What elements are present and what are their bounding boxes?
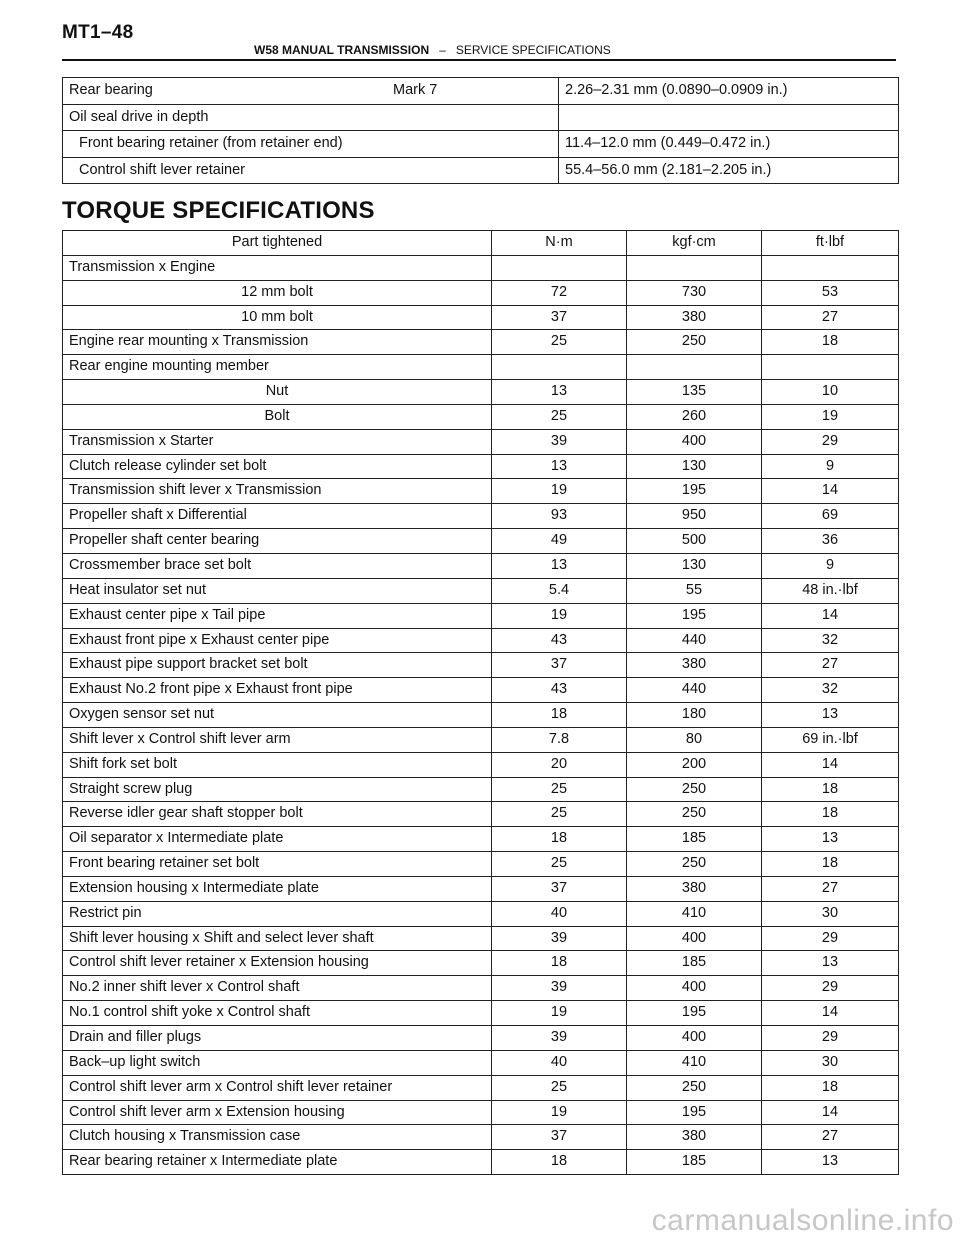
torque-kgfcm: 380 xyxy=(627,305,762,330)
torque-ftlbf: 29 xyxy=(762,926,899,951)
torque-ftlbf: 27 xyxy=(762,305,899,330)
part-name: Engine rear mounting x Transmission xyxy=(63,330,492,355)
subsection-name: SERVICE SPECIFICATIONS xyxy=(455,43,611,57)
torque-ftlbf: 27 xyxy=(762,1125,899,1150)
torque-nm: 25 xyxy=(492,852,627,877)
part-name: Clutch release cylinder set bolt xyxy=(63,454,492,479)
torque-ftlbf: 30 xyxy=(762,901,899,926)
torque-nm: 39 xyxy=(492,429,627,454)
torque-kgfcm: 250 xyxy=(627,777,762,802)
table-row xyxy=(63,1001,899,1026)
torque-ftlbf: 18 xyxy=(762,852,899,877)
torque-kgfcm: 400 xyxy=(627,926,762,951)
torque-kgfcm: 260 xyxy=(627,404,762,429)
table-row xyxy=(63,504,899,529)
spec-label: Front bearing retainer (from retainer end) xyxy=(63,131,559,158)
table-row xyxy=(63,628,899,653)
torque-kgfcm: 185 xyxy=(627,827,762,852)
torque-kgfcm: 250 xyxy=(627,1075,762,1100)
table-row xyxy=(63,355,899,380)
torque-nm: 19 xyxy=(492,1100,627,1125)
part-name: Control shift lever arm x Extension housing xyxy=(63,1100,492,1125)
torque-nm xyxy=(492,355,627,380)
torque-ftlbf: 29 xyxy=(762,976,899,1001)
torque-nm: 49 xyxy=(492,529,627,554)
part-name: Transmission x Starter xyxy=(63,429,492,454)
part-name: Transmission x Engine xyxy=(63,255,492,280)
part-name: Shift fork set bolt xyxy=(63,752,492,777)
table-row xyxy=(63,104,899,131)
table-row xyxy=(63,852,899,877)
part-name: Control shift lever retainer x Extension housing xyxy=(63,951,492,976)
torque-nm: 18 xyxy=(492,1150,627,1175)
torque-nm: 20 xyxy=(492,752,627,777)
torque-nm: 25 xyxy=(492,1075,627,1100)
torque-kgfcm: 200 xyxy=(627,752,762,777)
table-row xyxy=(63,752,899,777)
rear-bearing-label: Rear bearing xyxy=(69,82,153,98)
running-head-separator: – xyxy=(439,43,446,57)
torque-nm: 72 xyxy=(492,280,627,305)
torque-ftlbf: 69 in.·lbf xyxy=(762,727,899,752)
spec-label: Control shift lever retainer xyxy=(63,157,559,184)
torque-kgfcm: 180 xyxy=(627,703,762,728)
table-row xyxy=(63,305,899,330)
torque-ftlbf: 29 xyxy=(762,429,899,454)
part-name: Shift lever x Control shift lever arm xyxy=(63,727,492,752)
part-name: Transmission shift lever x Transmission xyxy=(63,479,492,504)
table-row xyxy=(63,1026,899,1051)
table-header-row xyxy=(63,231,899,256)
torque-ftlbf xyxy=(762,355,899,380)
part-name: Drain and filler plugs xyxy=(63,1026,492,1051)
torque-kgfcm: 185 xyxy=(627,1150,762,1175)
torque-kgfcm: 195 xyxy=(627,603,762,628)
torque-nm: 25 xyxy=(492,802,627,827)
torque-ftlbf: 10 xyxy=(762,380,899,405)
torque-nm: 18 xyxy=(492,951,627,976)
torque-table-body xyxy=(63,255,899,1174)
table-row xyxy=(63,479,899,504)
torque-ftlbf: 13 xyxy=(762,951,899,976)
torque-ftlbf: 14 xyxy=(762,603,899,628)
torque-ftlbf: 30 xyxy=(762,1050,899,1075)
torque-nm: 25 xyxy=(492,404,627,429)
table-row xyxy=(63,678,899,703)
table-row xyxy=(63,703,899,728)
spec-value: 2.26–2.31 mm (0.0890–0.0909 in.) xyxy=(559,78,899,105)
torque-nm: 40 xyxy=(492,1050,627,1075)
torque-ftlbf: 14 xyxy=(762,1100,899,1125)
part-name: No.1 control shift yoke x Control shaft xyxy=(63,1001,492,1026)
torque-kgfcm: 500 xyxy=(627,529,762,554)
torque-ftlbf: 9 xyxy=(762,553,899,578)
table-row xyxy=(63,1075,899,1100)
table-row xyxy=(63,901,899,926)
part-name: Propeller shaft x Differential xyxy=(63,504,492,529)
torque-ftlbf: 19 xyxy=(762,404,899,429)
torque-kgfcm: 950 xyxy=(627,504,762,529)
torque-kgfcm xyxy=(627,355,762,380)
part-name: Control shift lever arm x Control shift lever retainer xyxy=(63,1075,492,1100)
torque-kgfcm: 440 xyxy=(627,678,762,703)
torque-kgfcm: 400 xyxy=(627,429,762,454)
spec-value: 11.4–12.0 mm (0.449–0.472 in.) xyxy=(559,131,899,158)
part-name: Exhaust pipe support bracket set bolt xyxy=(63,653,492,678)
torque-kgfcm: 250 xyxy=(627,852,762,877)
spec-value: 55.4–56.0 mm (2.181–2.205 in.) xyxy=(559,157,899,184)
torque-ftlbf: 14 xyxy=(762,479,899,504)
torque-nm: 39 xyxy=(492,1026,627,1051)
table-row xyxy=(63,330,899,355)
part-name: Propeller shaft center bearing xyxy=(63,529,492,554)
table-row xyxy=(63,777,899,802)
torque-ftlbf: 48 in.·lbf xyxy=(762,578,899,603)
torque-nm: 19 xyxy=(492,479,627,504)
torque-kgfcm: 400 xyxy=(627,976,762,1001)
torque-kgfcm: 130 xyxy=(627,553,762,578)
torque-nm: 25 xyxy=(492,330,627,355)
table-row xyxy=(63,603,899,628)
torque-ftlbf: 18 xyxy=(762,802,899,827)
table-row xyxy=(63,429,899,454)
torque-nm: 37 xyxy=(492,1125,627,1150)
table-row xyxy=(63,454,899,479)
part-name: No.2 inner shift lever x Control shaft xyxy=(63,976,492,1001)
torque-nm: 25 xyxy=(492,777,627,802)
table-row xyxy=(63,578,899,603)
page-number: MT1–48 xyxy=(62,22,134,43)
table-row xyxy=(63,827,899,852)
part-name: Front bearing retainer set bolt xyxy=(63,852,492,877)
torque-nm: 40 xyxy=(492,901,627,926)
torque-kgfcm: 730 xyxy=(627,280,762,305)
table-row xyxy=(63,1150,899,1175)
torque-ftlbf: 14 xyxy=(762,1001,899,1026)
torque-ftlbf: 13 xyxy=(762,703,899,728)
torque-kgfcm xyxy=(627,255,762,280)
part-name: Back–up light switch xyxy=(63,1050,492,1075)
header-part: Part tightened xyxy=(63,231,492,256)
torque-kgfcm: 250 xyxy=(627,802,762,827)
table-row xyxy=(63,529,899,554)
torque-nm: 93 xyxy=(492,504,627,529)
part-name: Oxygen sensor set nut xyxy=(63,703,492,728)
torque-ftlbf: 13 xyxy=(762,827,899,852)
torque-nm: 18 xyxy=(492,827,627,852)
torque-nm: 43 xyxy=(492,628,627,653)
torque-kgfcm: 195 xyxy=(627,1100,762,1125)
table-row xyxy=(63,976,899,1001)
table-row xyxy=(63,131,899,158)
torque-nm: 5.4 xyxy=(492,578,627,603)
part-name: Exhaust No.2 front pipe x Exhaust front pipe xyxy=(63,678,492,703)
torque-nm: 37 xyxy=(492,876,627,901)
torque-kgfcm: 80 xyxy=(627,727,762,752)
torque-kgfcm: 440 xyxy=(627,628,762,653)
torque-kgfcm: 380 xyxy=(627,876,762,901)
part-name: Reverse idler gear shaft stopper bolt xyxy=(63,802,492,827)
part-name: Restrict pin xyxy=(63,901,492,926)
torque-spec-table xyxy=(62,230,899,1175)
torque-nm: 39 xyxy=(492,926,627,951)
table-row xyxy=(63,1050,899,1075)
part-name: Rear bearing retainer x Intermediate plate xyxy=(63,1150,492,1175)
torque-kgfcm: 130 xyxy=(627,454,762,479)
header-rule xyxy=(62,59,896,61)
part-name: Exhaust center pipe x Tail pipe xyxy=(63,603,492,628)
torque-nm: 19 xyxy=(492,603,627,628)
torque-nm: 19 xyxy=(492,1001,627,1026)
spec-value xyxy=(559,104,899,131)
torque-kgfcm: 410 xyxy=(627,1050,762,1075)
table-row xyxy=(63,78,899,105)
torque-ftlbf xyxy=(762,255,899,280)
torque-kgfcm: 380 xyxy=(627,1125,762,1150)
torque-nm: 13 xyxy=(492,553,627,578)
table-row xyxy=(63,926,899,951)
header-ftlbf: ft·lbf xyxy=(762,231,899,256)
torque-kgfcm: 55 xyxy=(627,578,762,603)
part-name: Rear engine mounting member xyxy=(63,355,492,380)
part-name: Bolt xyxy=(63,404,492,429)
part-name: Crossmember brace set bolt xyxy=(63,553,492,578)
torque-nm: 7.8 xyxy=(492,727,627,752)
torque-ftlbf: 13 xyxy=(762,1150,899,1175)
torque-ftlbf: 32 xyxy=(762,628,899,653)
spec-label xyxy=(63,78,559,105)
torque-kgfcm: 195 xyxy=(627,479,762,504)
torque-ftlbf: 27 xyxy=(762,653,899,678)
torque-kgfcm: 410 xyxy=(627,901,762,926)
torque-ftlbf: 18 xyxy=(762,330,899,355)
part-name: Heat insulator set nut xyxy=(63,578,492,603)
torque-ftlbf: 27 xyxy=(762,876,899,901)
torque-nm xyxy=(492,255,627,280)
running-head xyxy=(254,43,611,57)
part-name: 10 mm bolt xyxy=(63,305,492,330)
torque-kgfcm: 380 xyxy=(627,653,762,678)
table-row xyxy=(63,1100,899,1125)
watermark: carmanualsonline.info xyxy=(651,1204,954,1237)
table-row xyxy=(63,653,899,678)
part-name: Exhaust front pipe x Exhaust center pipe xyxy=(63,628,492,653)
part-name: Extension housing x Intermediate plate xyxy=(63,876,492,901)
torque-nm: 37 xyxy=(492,305,627,330)
part-name: Straight screw plug xyxy=(63,777,492,802)
table-row xyxy=(63,157,899,184)
part-name: Shift lever housing x Shift and select lever shaft xyxy=(63,926,492,951)
torque-ftlbf: 32 xyxy=(762,678,899,703)
torque-kgfcm: 195 xyxy=(627,1001,762,1026)
torque-nm: 13 xyxy=(492,380,627,405)
table-row xyxy=(63,404,899,429)
table-row xyxy=(63,280,899,305)
torque-ftlbf: 18 xyxy=(762,777,899,802)
part-name: Nut xyxy=(63,380,492,405)
part-name: Clutch housing x Transmission case xyxy=(63,1125,492,1150)
spec-label: Oil seal drive in depth xyxy=(63,104,559,131)
section-name: W58 MANUAL TRANSMISSION xyxy=(254,43,430,57)
rear-bearing-mark: Mark 7 xyxy=(393,82,438,98)
torque-ftlbf: 9 xyxy=(762,454,899,479)
torque-ftlbf: 53 xyxy=(762,280,899,305)
torque-ftlbf: 18 xyxy=(762,1075,899,1100)
table-row xyxy=(63,380,899,405)
torque-ftlbf: 69 xyxy=(762,504,899,529)
torque-section-title: TORQUE SPECIFICATIONS xyxy=(62,197,375,224)
table-row xyxy=(63,553,899,578)
table-row xyxy=(63,727,899,752)
torque-kgfcm: 135 xyxy=(627,380,762,405)
torque-nm: 37 xyxy=(492,653,627,678)
torque-kgfcm: 400 xyxy=(627,1026,762,1051)
header-kgfcm: kgf·cm xyxy=(627,231,762,256)
torque-ftlbf: 36 xyxy=(762,529,899,554)
table-row xyxy=(63,255,899,280)
torque-kgfcm: 250 xyxy=(627,330,762,355)
service-spec-table xyxy=(62,77,899,184)
torque-nm: 39 xyxy=(492,976,627,1001)
part-name: 12 mm bolt xyxy=(63,280,492,305)
table-row xyxy=(63,802,899,827)
torque-nm: 18 xyxy=(492,703,627,728)
torque-kgfcm: 185 xyxy=(627,951,762,976)
table-row xyxy=(63,876,899,901)
table-row xyxy=(63,1125,899,1150)
part-name: Oil separator x Intermediate plate xyxy=(63,827,492,852)
header-nm: N·m xyxy=(492,231,627,256)
torque-nm: 13 xyxy=(492,454,627,479)
torque-nm: 43 xyxy=(492,678,627,703)
table-row xyxy=(63,951,899,976)
torque-ftlbf: 14 xyxy=(762,752,899,777)
torque-ftlbf: 29 xyxy=(762,1026,899,1051)
